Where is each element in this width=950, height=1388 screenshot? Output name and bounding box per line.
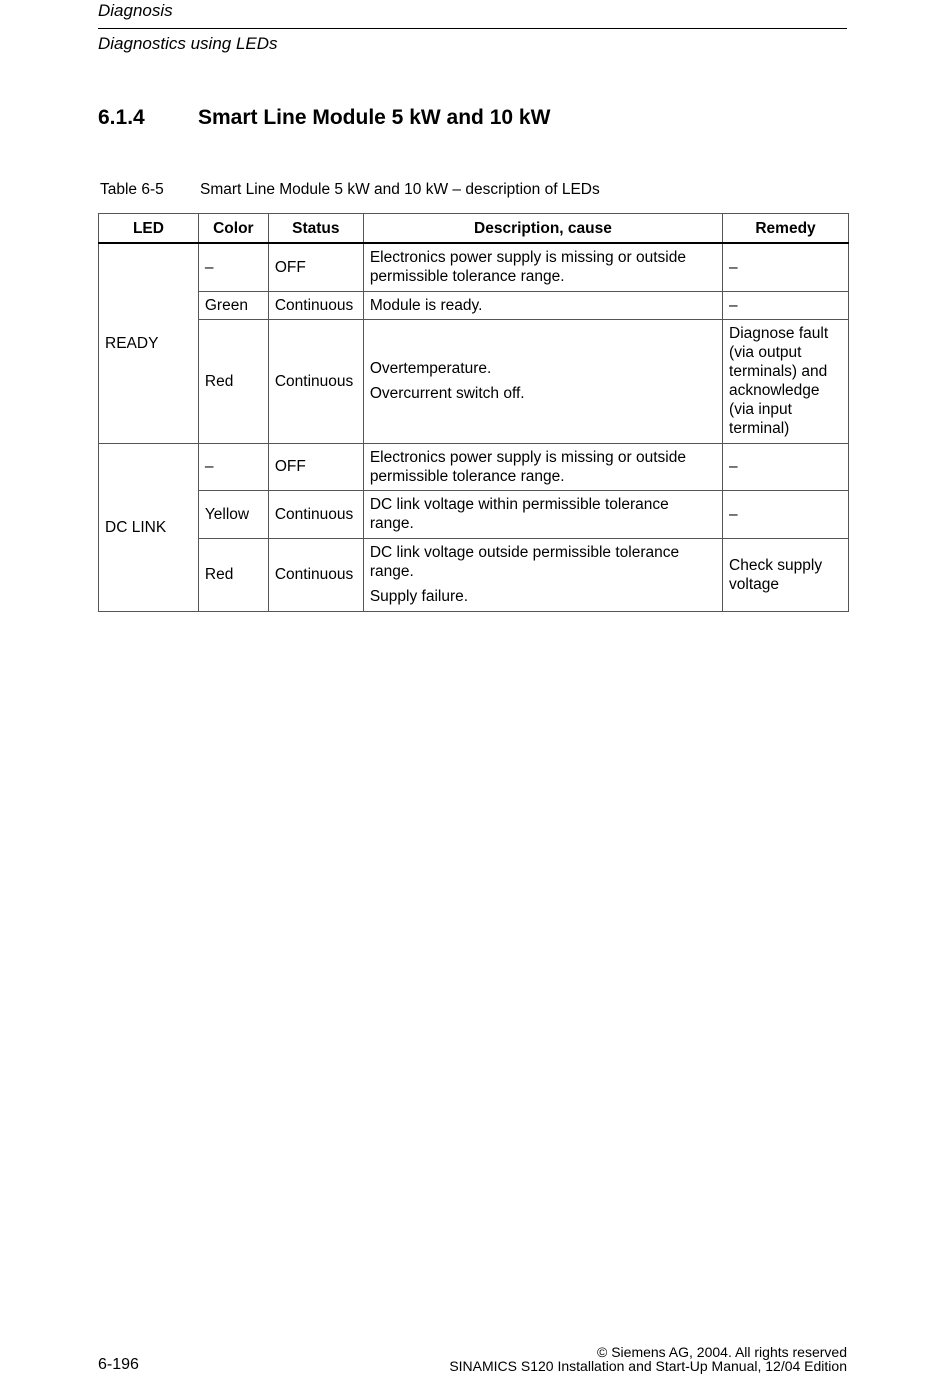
remedy-cell: – [723, 243, 849, 291]
description-text: Overcurrent switch off. [369, 385, 525, 402]
color-cell: – [198, 243, 268, 291]
color-cell: Red [198, 319, 268, 443]
page-number: 6-196 [98, 1356, 139, 1373]
table-row [99, 490, 849, 538]
table-row [99, 291, 849, 319]
color-cell: Red [198, 538, 268, 611]
description-cell [363, 319, 722, 443]
description-cell [363, 538, 722, 611]
table-header-row [99, 214, 849, 244]
status-cell: OFF [268, 443, 363, 490]
description-text: Overtemperature. [369, 360, 492, 377]
manual-edition: SINAMICS S120 Installation and Start-Up Manual, 12/04 Edition [449, 1358, 847, 1374]
status-cell: OFF [268, 243, 363, 291]
table-caption-text: Smart Line Module 5 kW and 10 kW – description of LEDs [200, 181, 600, 198]
table-caption [100, 181, 600, 199]
color-cell: Green [198, 291, 268, 319]
header-section: Diagnostics using LEDs [98, 34, 278, 53]
remedy-cell: – [723, 291, 849, 319]
description-text: Supply failure. [369, 588, 469, 605]
copyright-notice: © Siemens AG, 2004. All rights reserved [597, 1344, 847, 1360]
remedy-cell: – [723, 443, 849, 490]
table-caption-label: Table 6-5 [100, 181, 164, 198]
led-description-table [98, 213, 849, 612]
column-header-description: Description, cause [363, 214, 722, 244]
description-cell [363, 243, 722, 291]
description-text: Electronics power supply is missing or outside permissible tolerance range. [369, 249, 686, 286]
description-text: Electronics power supply is missing or outside permissible tolerance range. [369, 448, 686, 485]
remedy-cell: – [723, 490, 849, 538]
color-cell: – [198, 443, 268, 490]
remedy-cell: Diagnose fault (via output terminals) and acknowledge (via input terminal) [723, 319, 849, 443]
table-row [99, 538, 849, 611]
status-cell: Continuous [268, 291, 363, 319]
color-cell: Yellow [198, 490, 268, 538]
column-header-status: Status [268, 214, 363, 244]
description-cell [363, 291, 722, 319]
description-text: DC link voltage within permissible tolerance range. [369, 496, 669, 532]
section-number: 6.1.4 [98, 106, 145, 129]
table-row [99, 319, 849, 443]
led-cell-ready: READY [99, 243, 199, 443]
description-cell [363, 443, 722, 490]
remedy-cell: Check supply voltage [723, 538, 849, 611]
header-chapter: Diagnosis [98, 1, 173, 20]
description-cell [363, 490, 722, 538]
description-text: DC link voltage outside permissible tolerance range. [369, 544, 680, 580]
section-title: Smart Line Module 5 kW and 10 kW [198, 106, 551, 129]
header-rule [98, 28, 847, 29]
column-header-remedy: Remedy [723, 214, 849, 244]
status-cell: Continuous [268, 319, 363, 443]
column-header-led: LED [99, 214, 199, 244]
table-row [99, 243, 849, 291]
status-cell: Continuous [268, 490, 363, 538]
description-text: Module is ready. [369, 296, 483, 314]
table-row [99, 443, 849, 490]
status-cell: Continuous [268, 538, 363, 611]
section-heading [98, 106, 550, 130]
led-cell-dc-link: DC LINK [99, 443, 199, 611]
column-header-color: Color [198, 214, 268, 244]
